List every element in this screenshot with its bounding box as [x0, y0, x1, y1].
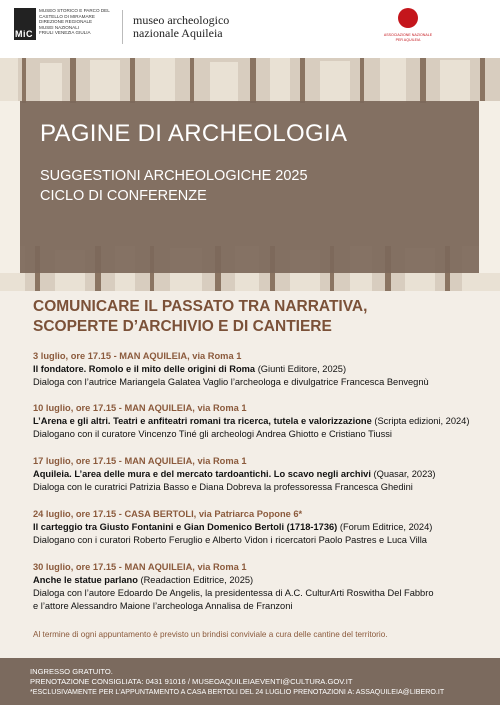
ministry-line: CASTELLO DI MIRAMARE [39, 13, 95, 19]
section-title [33, 297, 483, 337]
event-publisher: (Quasar, 2023) [370, 469, 436, 479]
event-publisher: (Scripta edizioni, 2024) [371, 416, 470, 426]
header-bar [0, 0, 500, 58]
ministry-text [39, 8, 110, 36]
closing-note: Al termine di ogni appuntamento è previsto un brindisi conviviale a cura delle cantine del territorio. [33, 630, 388, 639]
event-date: 10 luglio, ore 17.15 - MAN AQUILEIA, via Roma 1 [33, 403, 247, 413]
event-dialog: Dialoga con l’autore Edoardo De Angelis, la presidentessa di A.C. CulturArti Roswitha Del Fabbro [33, 588, 434, 598]
section-title-line1: COMUNICARE IL PASSATO TRA NARRATIVA, [33, 298, 368, 315]
event-dialog: e l’attore Alessandro Maione l’archeologa Annalisa de Franzoni [33, 601, 293, 611]
footer-bar [0, 658, 500, 705]
event-dialog: Dialoga con l’autrice Mariangela Galatea Vaglio l’archeologa e divulgatrice Francesca Benvegnù [33, 377, 429, 387]
event-item [33, 402, 483, 441]
footer-free-entry: INGRESSO GRATUITO. [30, 667, 113, 676]
footer-bertoli-note: *ESCLUSIVAMENTE PER L’APPUNTAMENTO A CASA BERTOLI DEL 24 LUGLIO PRENOTAZIONI A: ASSAQUILEIA@LIBERO.IT [30, 688, 445, 696]
ministry-line: FRIULI VENEZIA GIULIA [39, 30, 91, 36]
subtitle-line2: CICLO DI CONFERENZE [40, 188, 207, 204]
event-date: 17 luglio, ore 17.15 - MAN AQUILEIA, via Roma 1 [33, 456, 247, 466]
event-title: Aquileia. L’area delle mura e del mercato tardoantichi. Lo scavo negli archivi [33, 469, 371, 479]
section-title-line2: SCOPERTE D’ARCHIVIO E DI CANTIERE [33, 318, 332, 335]
museum-name-line1: museo archeologico [133, 13, 230, 27]
event-publisher: (Giunti Editore, 2025) [255, 364, 347, 374]
event-date: 24 luglio, ore 17.15 - CASA BERTOLI, via Patriarca Popone 6* [33, 509, 303, 519]
footer-booking: PRENOTAZIONE CONSIGLIATA: 0431 91016 / MUSEOAQUILEIAEVENTI@CULTURA.GOV.IT [30, 677, 353, 686]
museum-name-line2: nazionale Aquileia [133, 26, 223, 40]
hero-banner [0, 58, 500, 291]
event-title: Il carteggio tra Giusto Fontanini e Gian Domenico Bertoli (1718-1736) [33, 522, 338, 532]
event-item [33, 508, 483, 547]
event-series-title: PAGINE DI ARCHEOLOGIA [40, 120, 348, 147]
museum-name [133, 14, 229, 40]
ministry-line: MUSEI NAZIONALI [39, 24, 80, 30]
subtitle-line1: SUGGESTIONI ARCHEOLOGICHE 2025 [40, 168, 308, 184]
ministry-line: MUSEO STORICO E PARCO DEL [39, 8, 110, 13]
mic-logo [14, 8, 36, 40]
association-caption: ASSOCIAZIONE NAZIONALE PER AQUILEIA [383, 33, 433, 42]
event-date: 3 luglio, ore 17.15 - MAN AQUILEIA, via Roma 1 [33, 351, 242, 361]
event-publisher: (Readaction Editrice, 2025) [137, 575, 254, 585]
event-title: L’Arena e gli altri. Teatri e anfiteatri romani tra ricerca, tutela e valorizzazione [33, 416, 372, 426]
event-item [33, 561, 483, 613]
event-item [33, 455, 483, 494]
ministry-line: DIREZIONE REGIONALE [39, 19, 93, 25]
event-title: Anche le statue parlano [33, 575, 138, 585]
event-dialog: Dialogano con i curatori Roberto Feruglio e Alberto Vidon i ricercatori Paolo Pastres e Luca Villa [33, 535, 427, 545]
event-dialog: Dialoga con le curatrici Patrizia Basso e Diana Dobreva la professoressa Francesca Ghedini [33, 482, 413, 492]
banner-subtitle [40, 166, 308, 206]
event-title: Il fondatore. Romolo e il mito delle origini di Roma [33, 364, 256, 374]
event-date: 30 luglio, ore 17.15 - MAN AQUILEIA, via Roma 1 [33, 562, 247, 572]
event-publisher: (Forum Editrice, 2024) [337, 522, 433, 532]
event-item [33, 350, 483, 389]
mic-logo-text: MiC [15, 29, 33, 39]
header-divider [122, 10, 123, 44]
association-seal-icon [398, 8, 418, 28]
event-dialog: Dialogano con il curatore Vincenzo Tiné gli archeologi Andrea Ghiotto e Cristiano Tiussi [33, 429, 392, 439]
